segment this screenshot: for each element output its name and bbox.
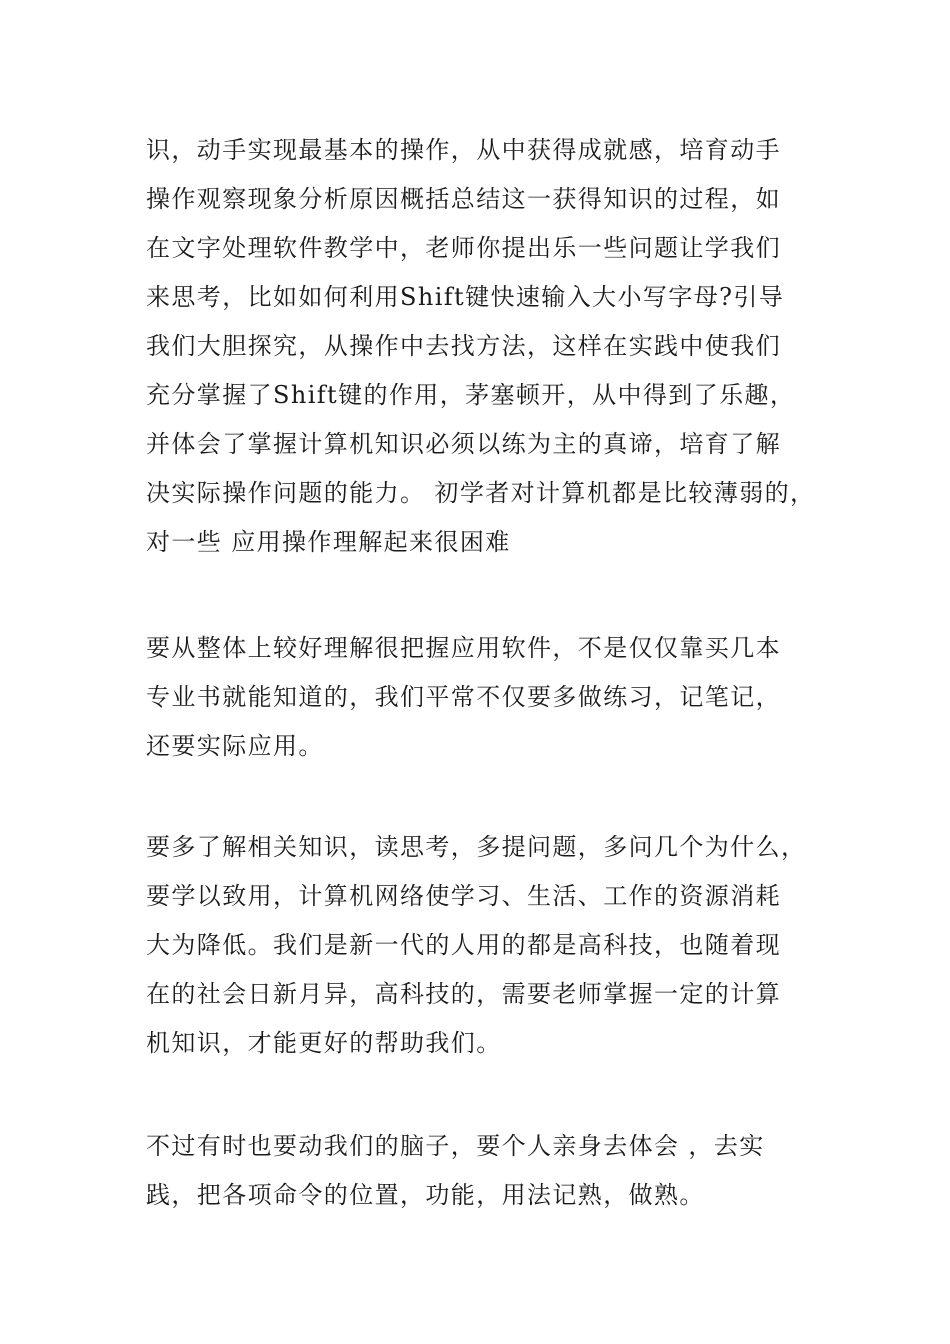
text-line: 践，把各项命令的位置，功能，用法记熟，做熟。 <box>146 1181 705 1209</box>
text-line: 对一些 应用操作理解起来很困难 <box>146 528 511 556</box>
text-line: 机知识，才能更好的帮助我们。 <box>146 1029 502 1057</box>
paragraph-2 <box>146 624 846 771</box>
paragraph-1 <box>146 126 846 567</box>
text-line: 充分掌握了Shift键的作用，茅塞顿开，从中得到了乐趣， <box>146 381 796 409</box>
text-line: 识，动手实现最基本的操作，从中获得成就感，培育动手 <box>146 136 781 164</box>
paragraph-4 <box>146 1122 846 1220</box>
text-line: 要多了解相关知识，读思考，多提问题，多问几个为什么， <box>146 833 807 861</box>
text-line: 并体会了掌握计算机知识必须以练为主的真谛，培育了解 <box>146 430 781 458</box>
text-line: 在的社会日新月异，高科技的，需要老师掌握一定的计算 <box>146 980 781 1008</box>
text-line: 要从整体上较好理解很把握应用软件，不是仅仅靠买几本 <box>146 634 781 662</box>
text-line: 我们大胆探究，从操作中去找方法，这样在实践中使我们 <box>146 332 781 360</box>
text-line: 在文字处理软件教学中，老师你提出乐一些问题让学我们 <box>146 234 781 262</box>
text-line: 大为降低。我们是新一代的人用的都是高科技，也随着现 <box>146 931 781 959</box>
text-line: 专业书就能知道的，我们平常不仅要多做练习，记笔记， <box>146 683 781 711</box>
text-line: 决实际操作问题的能力。 初学者对计算机都是比较薄弱的， <box>146 479 816 507</box>
text-line: 来思考，比如如何利用Shift键快速输入大小写字母?引导 <box>146 283 785 311</box>
text-line: 不过有时也要动我们的脑子，要个人亲身去体会 ，去实 <box>146 1132 765 1160</box>
text-line: 还要实际应用。 <box>146 732 324 760</box>
paragraph-3 <box>146 823 846 1068</box>
text-line: 要学以致用，计算机网络使学习、生活、工作的资源消耗 <box>146 882 781 910</box>
text-line: 操作观察现象分析原因概括总结这一获得知识的过程，如 <box>146 185 781 213</box>
